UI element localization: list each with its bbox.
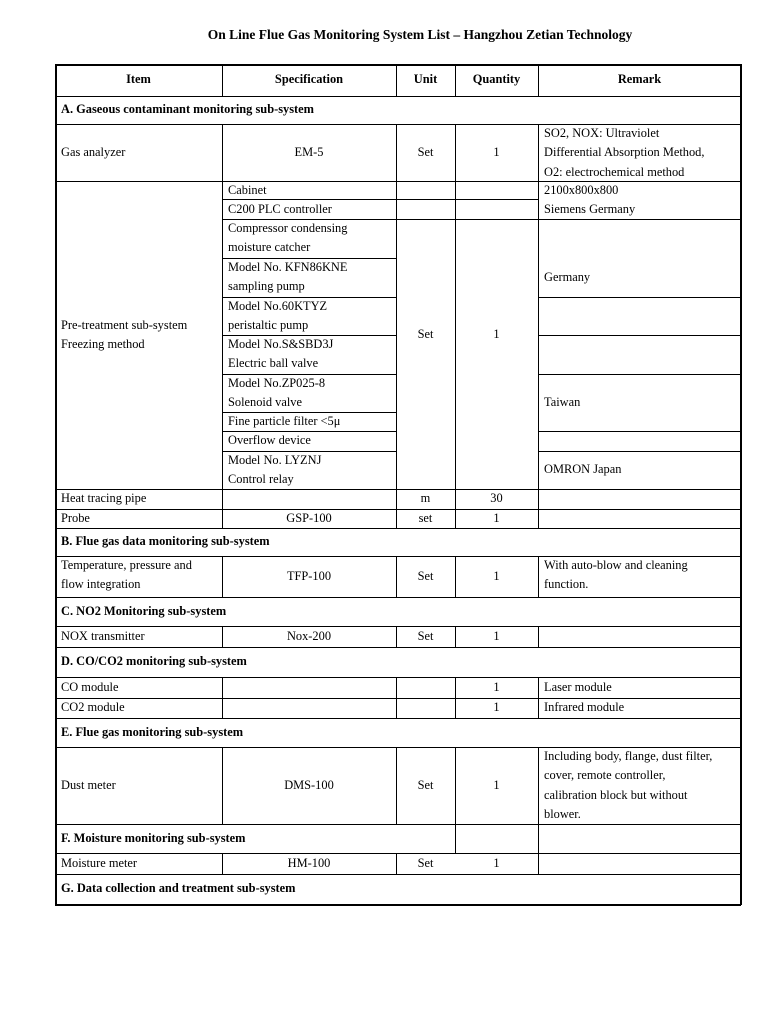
- part-control-relay: Model No. LYZNJ Control relay: [228, 453, 322, 487]
- dust-meter-remark: Including body, flange, dust filter, cover, remote controller, calibration block but without blower.: [544, 749, 713, 821]
- dust-meter-unit: Set: [417, 777, 434, 792]
- part-plc-controller: C200 PLC controller: [228, 202, 332, 216]
- probe-spec: GSP-100: [286, 510, 332, 525]
- gas-analyzer-item: Gas analyzer: [61, 144, 126, 159]
- header-item: Item: [126, 72, 151, 87]
- gas-analyzer-unit: Set: [417, 144, 434, 159]
- header-unit: Unit: [413, 72, 438, 87]
- tfp-unit: Set: [417, 568, 434, 583]
- part-cabinet: Cabinet: [228, 183, 267, 197]
- section-c-heading: C. NO2 Monitoring sub-system: [61, 603, 227, 618]
- nox-unit: Set: [417, 628, 434, 643]
- probe-item: Probe: [61, 510, 90, 525]
- remark-solenoid: Taiwan: [544, 394, 581, 409]
- section-g-heading: G. Data collection and treatment sub-system: [61, 881, 296, 896]
- dust-meter-item: Dust meter: [61, 777, 116, 792]
- dust-meter-quantity: 1: [493, 777, 500, 792]
- co-item: CO module: [61, 679, 119, 694]
- co-remark: Laser module: [544, 679, 612, 694]
- part-sampling-pump: Model No. KFN86KNE sampling pump: [228, 260, 348, 294]
- heat-tracing-unit: m: [420, 491, 431, 506]
- tfp-item: Temperature, pressure and flow integration: [61, 558, 192, 592]
- section-e-heading: E. Flue gas monitoring sub-system: [61, 724, 244, 739]
- remark-plc: Siemens Germany: [544, 202, 636, 216]
- moisture-meter-unit: Set: [417, 855, 434, 870]
- remark-relay: OMRON Japan: [544, 462, 622, 477]
- nox-item: NOX transmitter: [61, 628, 145, 643]
- tfp-quantity: 1: [493, 568, 500, 583]
- co2-item: CO2 module: [61, 700, 125, 715]
- header-quantity: Quantity: [472, 72, 521, 87]
- co2-remark: Infrared module: [544, 700, 625, 715]
- section-a-heading: A. Gaseous contaminant monitoring sub-system: [61, 102, 314, 117]
- probe-unit: set: [418, 510, 433, 525]
- header-specification: Specification: [274, 72, 344, 87]
- remark-pump: Germany: [544, 269, 591, 284]
- co2-quantity: 1: [493, 700, 500, 715]
- pretreatment-item: Pre-treatment sub-system Freezing method: [61, 317, 188, 351]
- heat-tracing-quantity: 30: [490, 491, 503, 506]
- heat-tracing-item: Heat tracing pipe: [61, 491, 147, 506]
- moisture-meter-item: Moisture meter: [61, 855, 138, 870]
- header-remark: Remark: [617, 72, 662, 87]
- part-solenoid-valve: Model No.ZP025-8 Solenoid valve: [228, 376, 326, 410]
- gas-analyzer-spec: EM-5: [294, 144, 324, 159]
- section-f-heading: F. Moisture monitoring sub-system: [61, 830, 246, 845]
- nox-quantity: 1: [493, 628, 500, 643]
- moisture-meter-quantity: 1: [493, 855, 500, 870]
- tfp-spec: TFP-100: [286, 568, 332, 583]
- tfp-remark: With auto-blow and cleaning function.: [544, 558, 688, 592]
- dust-meter-spec: DMS-100: [284, 777, 334, 792]
- part-peristaltic-pump: Model No.60KTYZ peristaltic pump: [228, 299, 328, 333]
- section-b-heading: B. Flue gas data monitoring sub-system: [61, 534, 270, 549]
- equipment-table: [55, 64, 741, 905]
- gas-analyzer-remark: SO2, NOX: Ultraviolet Differential Absorption Method, O2: electrochemical method: [544, 126, 705, 179]
- part-ball-valve: Model No.S&SBD3J Electric ball valve: [228, 337, 334, 371]
- co-quantity: 1: [493, 679, 500, 694]
- part-overflow-device: Overflow device: [228, 433, 311, 447]
- gas-analyzer-quantity: 1: [493, 144, 500, 159]
- remark-cabinet: 2100x800x800: [544, 183, 619, 197]
- part-particle-filter: Fine particle filter <5μ: [228, 414, 341, 428]
- moisture-meter-spec: HM-100: [287, 855, 331, 870]
- nox-spec: Nox-200: [286, 628, 332, 643]
- probe-quantity: 1: [493, 510, 500, 525]
- pretreatment-unit: Set: [417, 327, 434, 342]
- document-title: On Line Flue Gas Monitoring System List – Hangzhou Zetian Technology: [207, 27, 633, 42]
- part-compressor: Compressor condensing moisture catcher: [228, 221, 348, 255]
- pretreatment-quantity: 1: [493, 327, 500, 342]
- section-d-heading: D. CO/CO2 monitoring sub-system: [61, 654, 247, 669]
